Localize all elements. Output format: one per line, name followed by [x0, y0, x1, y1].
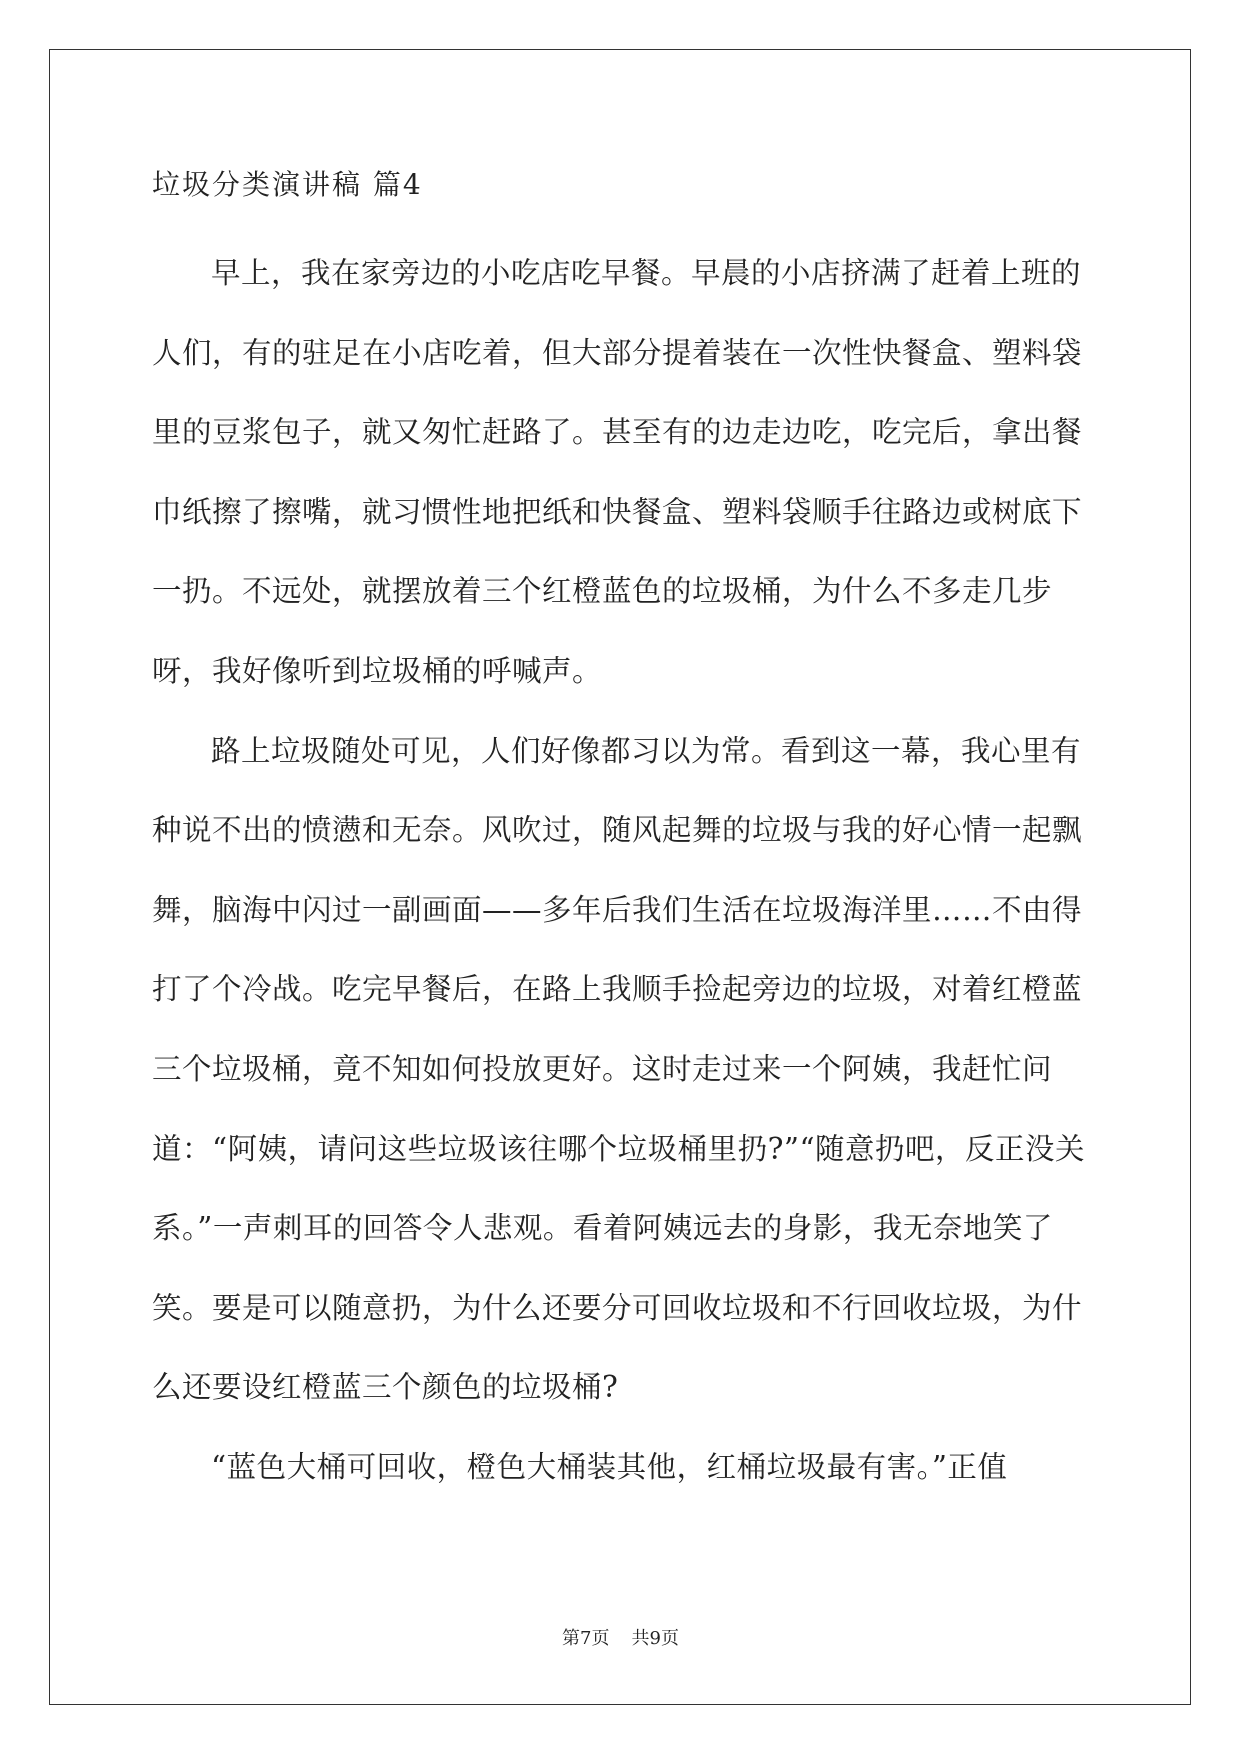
paragraph: 路上垃圾随处可见，人们好像都习以为常。看到这一幕，我心里有种说不出的愤懑和无奈。风吹过，随风起舞的垃圾与我的好心情一起飘舞，脑海中闪过一副画面——多年后我们生活在垃圾海洋里……不由得打了个冷战。吃完早餐后，在路上我顺手捡起旁边的垃圾，对着红橙蓝三个垃圾桶，竟不知如何投放更好。这时走过来一个阿姨，我赶忙问道：“阿姨，请问这些垃圾该往哪个垃圾桶里扔?”“随意扔吧，反正没关系。”一声刺耳的回答令人悲观。看着阿姨远去的身影，我无奈地笑了笑。要是可以随意扔，为什么还要分可回收垃圾和不行回收垃圾，为什么还要设红橙蓝三个颜色的垃圾桶?	[152, 733, 1086, 1405]
document-heading: 垃圾分类演讲稿 篇4	[152, 168, 423, 201]
document-body	[152, 165, 1092, 1508]
page-number-total: 共9页	[631, 1628, 679, 1649]
paragraph: 早上，我在家旁边的小吃店吃早餐。早晨的小店挤满了赶着上班的人们，有的驻足在小店吃着，但大部分提着装在一次性快餐盒、塑料袋里的豆浆包子，就又匆忙赶路了。甚至有的边走边吃，吃完后，拿出餐巾纸擦了擦嘴，就习惯性地把纸和快餐盒、塑料袋顺手往路边或树底下一扔。不远处，就摆放着三个红橙蓝色的垃圾桶，为什么不多走几步呀，我好像听到垃圾桶的呼喊声。	[152, 256, 1083, 688]
page-footer	[0, 1627, 1241, 1651]
page-number-current: 第7页	[562, 1628, 610, 1649]
paragraph: “蓝色大桶可回收，橙色大桶装其他，红桶垃圾最有害。”正值	[211, 1449, 1008, 1484]
